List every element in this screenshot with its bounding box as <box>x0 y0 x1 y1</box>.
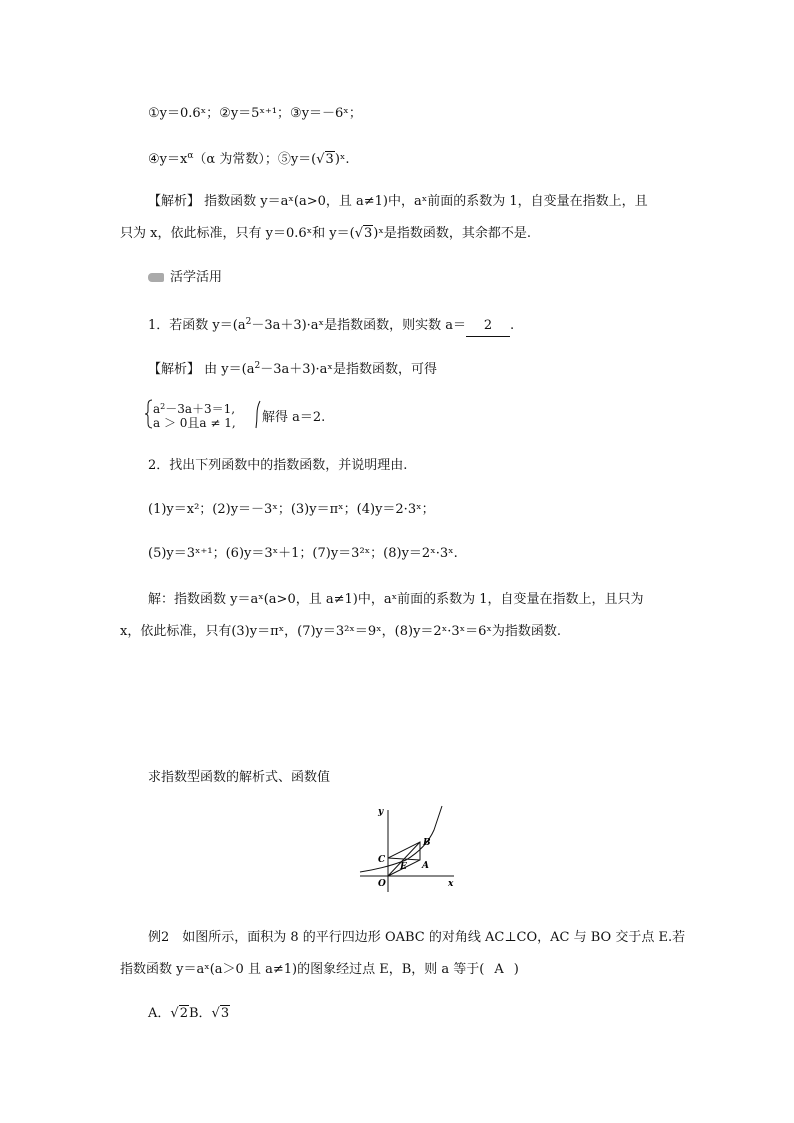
sqrt-3: √3 <box>316 152 334 167</box>
option-b-label: B． <box>188 1006 212 1021</box>
example-2-line-1: 例2 如图所示，面积为 8 的平行四边形 OABC 的对角线 AC⊥CO，AC 与 BO 交于点 E.若 <box>148 930 686 945</box>
analysis-text: －3a＋3)·aˣ是指数函数，可得 <box>260 362 437 377</box>
equation-2: a ＞ 0且a ≠ 1, <box>153 416 236 430</box>
sqrt-3: √3 <box>354 226 373 241</box>
option-a-label: A． <box>148 1006 171 1021</box>
function-list-line-1 <box>148 104 362 124</box>
label-o: O <box>378 879 386 889</box>
question-2-row-1: (1)y＝x²；(2)y＝－3ˣ；(3)y＝πˣ；(4)y＝2·3ˣ； <box>148 502 435 517</box>
sqrt-2: √2 <box>170 1006 188 1021</box>
equation-1 <box>153 400 235 416</box>
label-c: C <box>378 855 386 865</box>
answer-blank: 2 <box>466 316 510 337</box>
pointing-hand-icon <box>148 273 164 282</box>
right-bar <box>254 399 262 429</box>
label-e: E <box>400 862 407 872</box>
label-a: A <box>422 861 429 871</box>
item5-tail: )ˣ. <box>334 152 350 167</box>
question-text: . <box>509 318 515 333</box>
topic-title: 求指数型函数的解析式、函数值 <box>148 770 331 785</box>
function-list-line-2 <box>148 146 350 170</box>
analysis-2 <box>148 356 437 380</box>
analysis-text: 指数函数 y＝aˣ(a>0，且 a≠1)中，aˣ前面的系数为 1，自变量在指数上，且 <box>200 194 648 209</box>
example-2-line-2 <box>120 960 519 980</box>
figure-graph <box>356 802 456 894</box>
solution-line-2: x，依此标准，只有(3)y＝πˣ，(7)y＝3²ˣ＝9ˣ，(8)y＝2ˣ·3ˣ＝6ˣ为指数函数. <box>120 624 562 639</box>
superscript: 2 <box>160 402 166 411</box>
eq-text: －3a＋3＝1, <box>165 402 236 416</box>
example-text: ) <box>513 962 519 977</box>
superscript: 2 <box>254 361 261 371</box>
analysis-tag: 【解析】 <box>148 362 201 377</box>
example-2-options <box>148 1004 230 1024</box>
radicand: 3 <box>220 1006 230 1021</box>
alpha-superscript: α <box>187 151 194 161</box>
analysis-text: 由 y＝(a <box>200 362 255 377</box>
item4-text: ④y＝x <box>148 152 188 167</box>
label-x: x <box>448 879 454 889</box>
radicand: 2 <box>179 1006 188 1021</box>
eq-text: a <box>153 402 161 416</box>
question-2-row-2: (5)y＝3ˣ⁺¹；(6)y＝3ˣ＋1；(7)y＝3²ˣ；(8)y＝2ˣ·3ˣ. <box>148 546 458 561</box>
sqrt-3: √3 <box>211 1006 230 1021</box>
example-answer: A <box>494 962 504 977</box>
section-header <box>148 268 222 288</box>
section-title: 活学活用 <box>170 270 223 285</box>
question-text: －3a＋3)·aˣ是指数函数，则实数 a＝ <box>251 318 466 333</box>
item4-5-text: （α 为常数）；⑤y＝( <box>193 152 317 167</box>
label-y: y <box>378 807 384 817</box>
radicand: 3 <box>325 152 334 167</box>
label-b: B <box>423 838 431 848</box>
example-text: 指数函数 y＝aˣ(a＞0 且 a≠1)的图象经过点 E，B，则 a 等于( <box>120 962 485 977</box>
analysis-tag: 【解析】 <box>148 194 201 209</box>
solution-line-1: 解：指数函数 y＝aˣ(a>0，且 a≠1)中，aˣ前面的系数为 1，自变量在指数上，且只为 <box>148 592 644 607</box>
radicand: 3 <box>363 226 373 241</box>
analysis-1-line-2 <box>120 224 531 244</box>
question-text: 1．若函数 y＝(a <box>148 318 246 333</box>
question-2-title: 2．找出下列函数中的指数函数，并说明理由. <box>148 458 408 473</box>
analysis-text: 只为 x，依此标准，只有 y＝0.6ˣ和 y＝( <box>120 226 355 241</box>
superscript: 2 <box>245 317 252 327</box>
analysis-text: )ˣ是指数函数，其余都不是. <box>373 226 531 241</box>
question-1 <box>148 312 514 337</box>
analysis-1-line-1 <box>148 192 648 212</box>
system-result: 解得 a＝2. <box>262 410 326 425</box>
function-list-text: ①y＝0.6ˣ；②y＝5ˣ⁺¹；③y＝－6ˣ； <box>148 106 362 121</box>
